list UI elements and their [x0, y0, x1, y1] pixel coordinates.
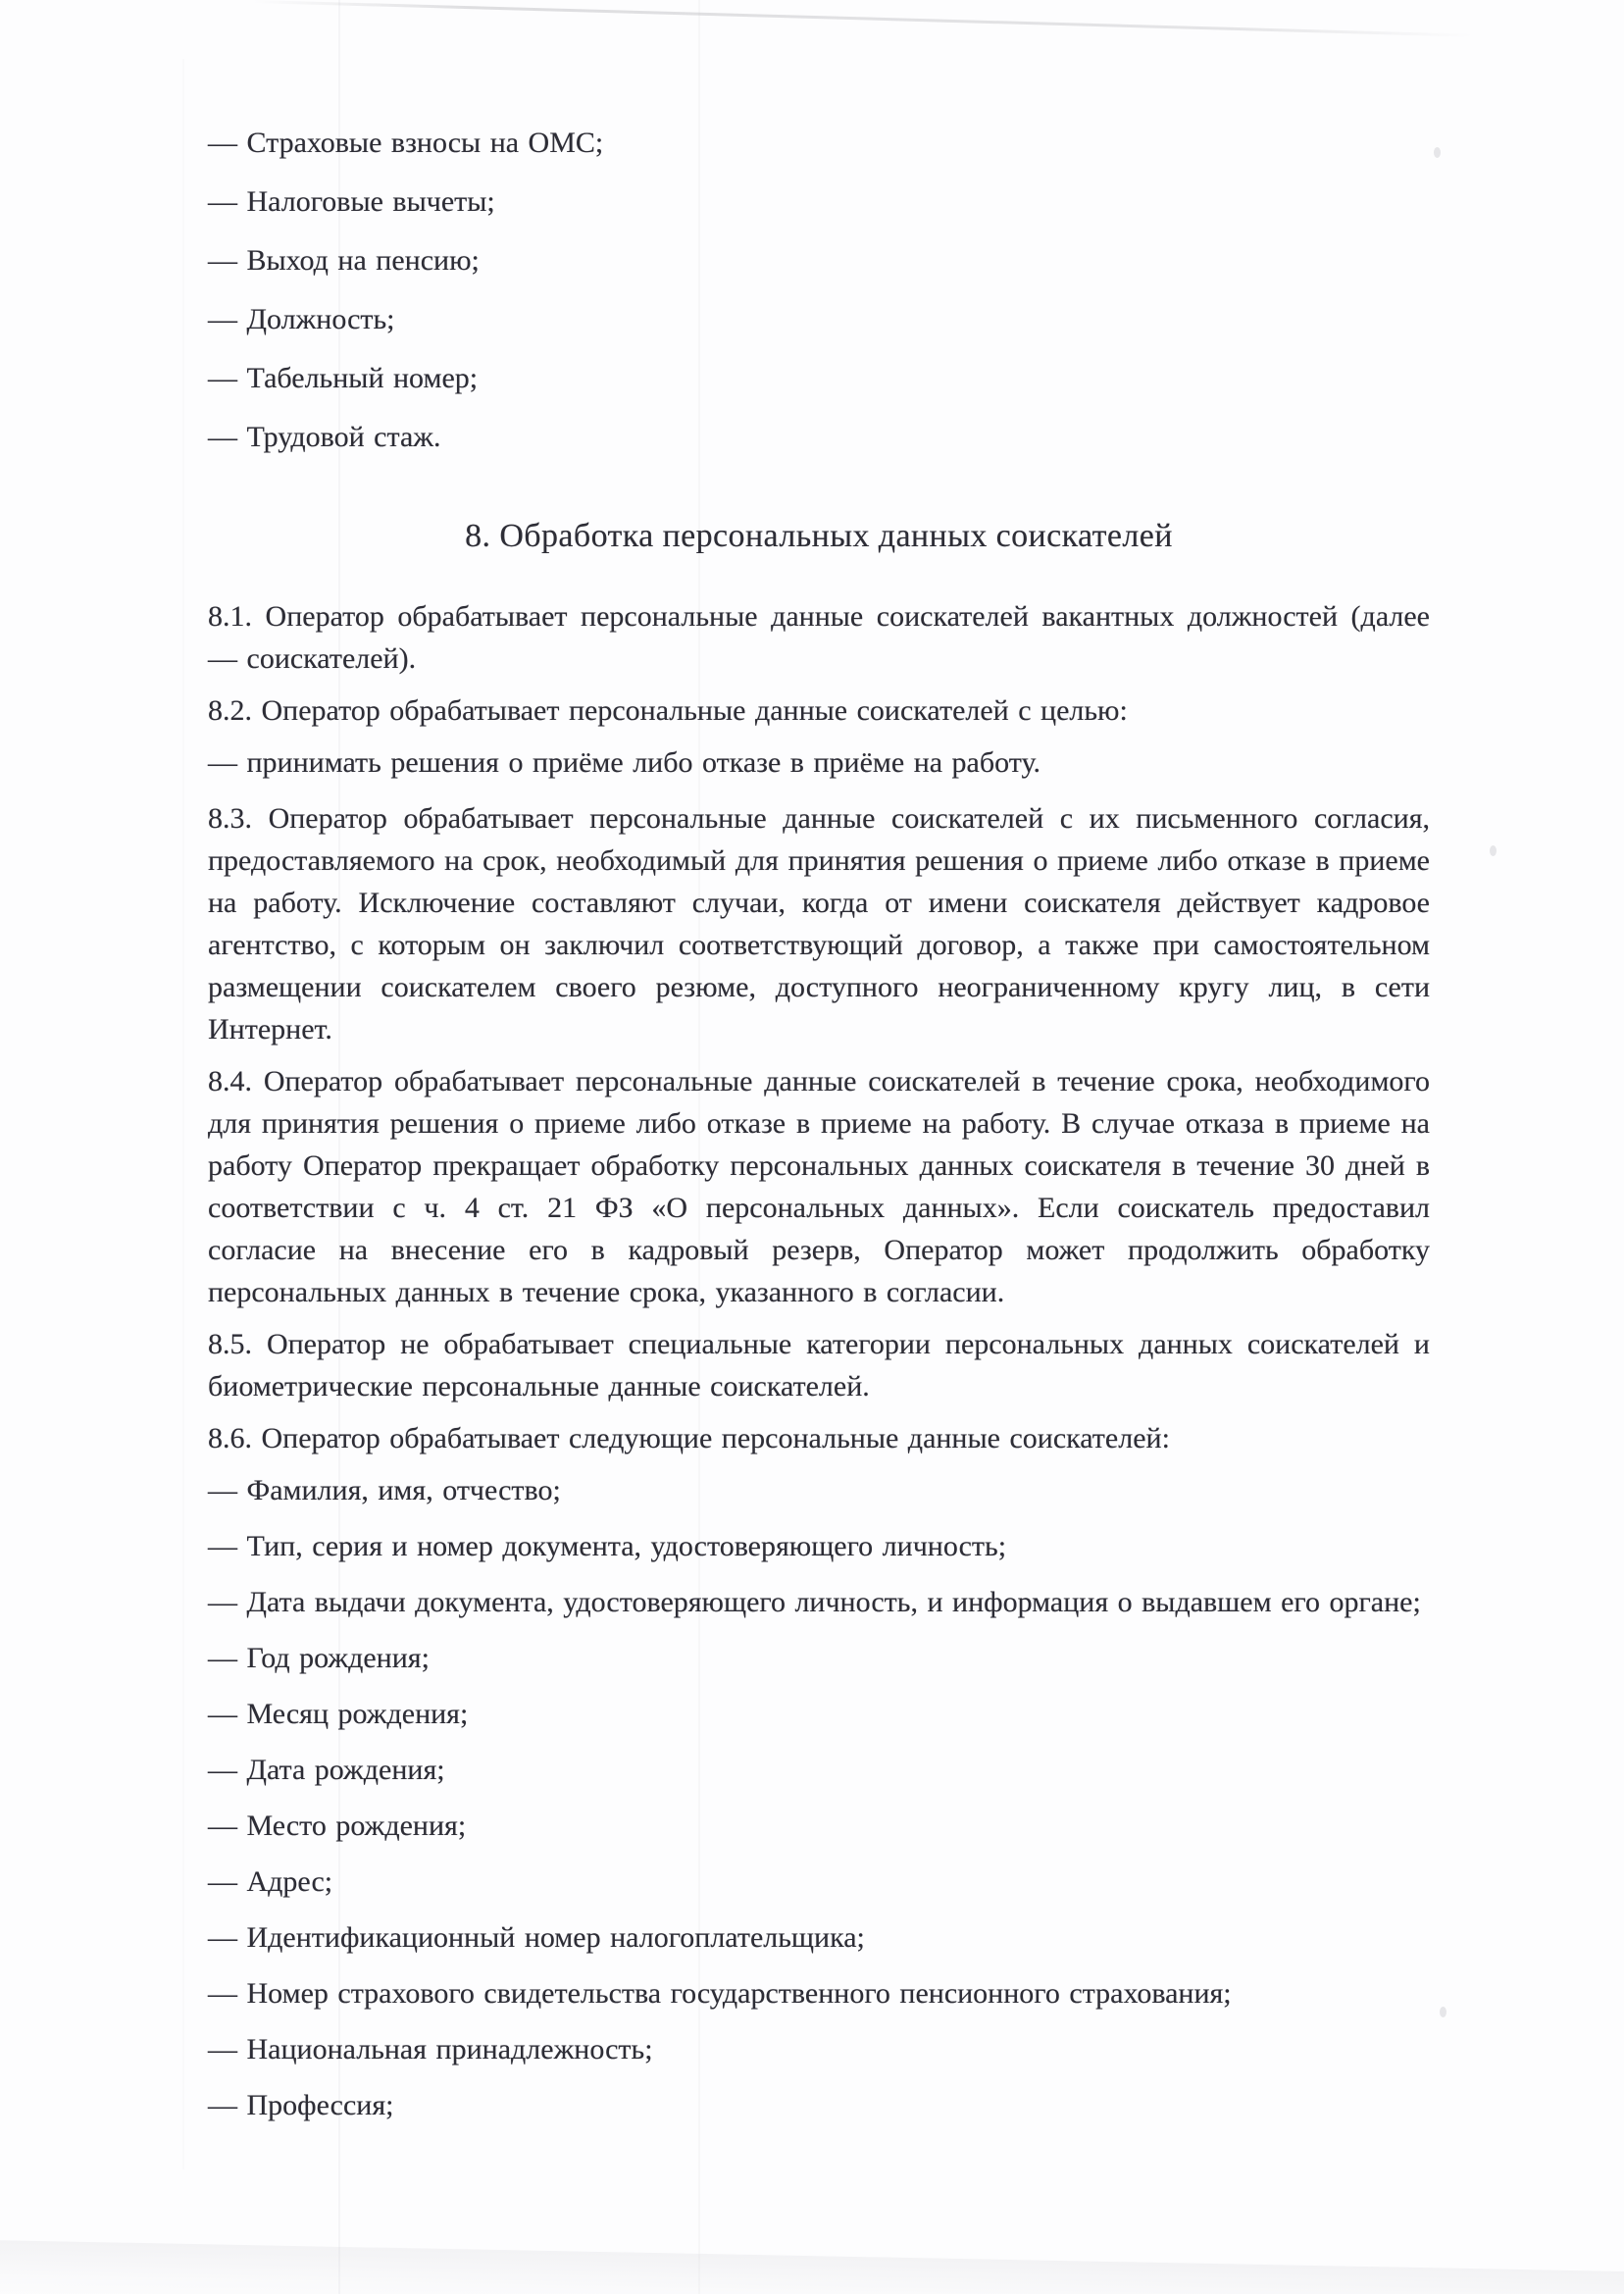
- list-item: — Фамилия, имя, отчество;: [208, 1474, 561, 1506]
- scan-artifact-fold-line: [182, 59, 184, 2169]
- list-item: — Национальная принадлежность;: [208, 2033, 653, 2065]
- scan-artifact-bottom-edge: [0, 2240, 1624, 2294]
- list-item: — Место рождения;: [208, 1810, 467, 1842]
- list-item: — Адрес;: [208, 1865, 333, 1898]
- list-item: — Профессия;: [208, 2089, 394, 2121]
- clause-8-3: 8.3. Оператор обрабатывает персональные данные соискателей с их письменного согласия, предоставляемого на срок, необходимый для принятия решения о приеме либо отказе в приеме на работу. Исключение составляют случаи, когда от имени соискателя действует кадровое агентство, с которым он заключил соответствующий договор, а также при самостоятельном размещении соискателем своего резюме, доступного неограниченному кругу лиц, в сети Интернет.: [208, 802, 1430, 1045]
- intro-list: [208, 122, 1430, 458]
- scan-artifact-speck: [1440, 2007, 1446, 2017]
- clause-8-1: 8.1. Оператор обрабатывает персональные данные соискателей вакантных должностей (далее — соискателей).: [208, 600, 1430, 675]
- clause-8-2: 8.2. Оператор обрабатывает персональные данные соискателей с целью:: [208, 694, 1128, 727]
- scan-artifact-top-edge: [253, 0, 1474, 37]
- list-item: — Номер страхового свидетельства государственного пенсионного страхования;: [208, 1977, 1232, 2010]
- scan-artifact-speck: [1490, 845, 1497, 856]
- scan-artifact-speck: [1434, 147, 1441, 158]
- list-item: — Табельный номер;: [208, 362, 479, 394]
- list-item: — Дата выдачи документа, удостоверяющего личность, и информация о выдавшем его органе;: [208, 1586, 1421, 1618]
- list-item: — Дата рождения;: [208, 1754, 445, 1786]
- section-heading: 8. Обработка персональных данных соискателей: [465, 518, 1173, 554]
- list-item: — Трудовой стаж.: [208, 421, 441, 453]
- document-content: [208, 122, 1430, 2140]
- clause-8-4: 8.4. Оператор обрабатывает персональные данные соискателей в течение срока, необходимого для принятия решения о приеме либо отказе в приеме на работу. В случае отказа в приеме на работу Оператор прекращает обработку персональных данных соискателя в течение 30 дней в соответствии с ч. 4 ст. 21 ФЗ «О персональных данных». Если соискатель предоставил согласие на внесение его в кадровый резерв, Оператор может продолжить обработку персональных данных в течение срока, указанного в согласии.: [208, 1065, 1430, 1308]
- list-item: — принимать решения о приёме либо отказе в приёме на работу.: [208, 746, 1040, 779]
- list-item: — Месяц рождения;: [208, 1698, 469, 1730]
- list-item: — Тип, серия и номер документа, удостоверяющего личность;: [208, 1530, 1007, 1562]
- list-item: — Год рождения;: [208, 1642, 430, 1674]
- applicant-data-list: [208, 1469, 1430, 2126]
- clause-8-5: 8.5. Оператор не обрабатывает специальные категории персональных данных соискателей и биометрические персональные данные соискателей.: [208, 1328, 1430, 1402]
- list-item: — Выход на пенсию;: [208, 244, 480, 277]
- list-item: — Должность;: [208, 303, 395, 335]
- list-item: — Идентификационный номер налогоплательщика;: [208, 1921, 865, 1954]
- clause-8-6: 8.6. Оператор обрабатывает следующие персональные данные соискателей:: [208, 1422, 1170, 1454]
- list-item: — Налоговые вычеты;: [208, 185, 495, 218]
- list-item: — Страховые взносы на ОМС;: [208, 127, 604, 159]
